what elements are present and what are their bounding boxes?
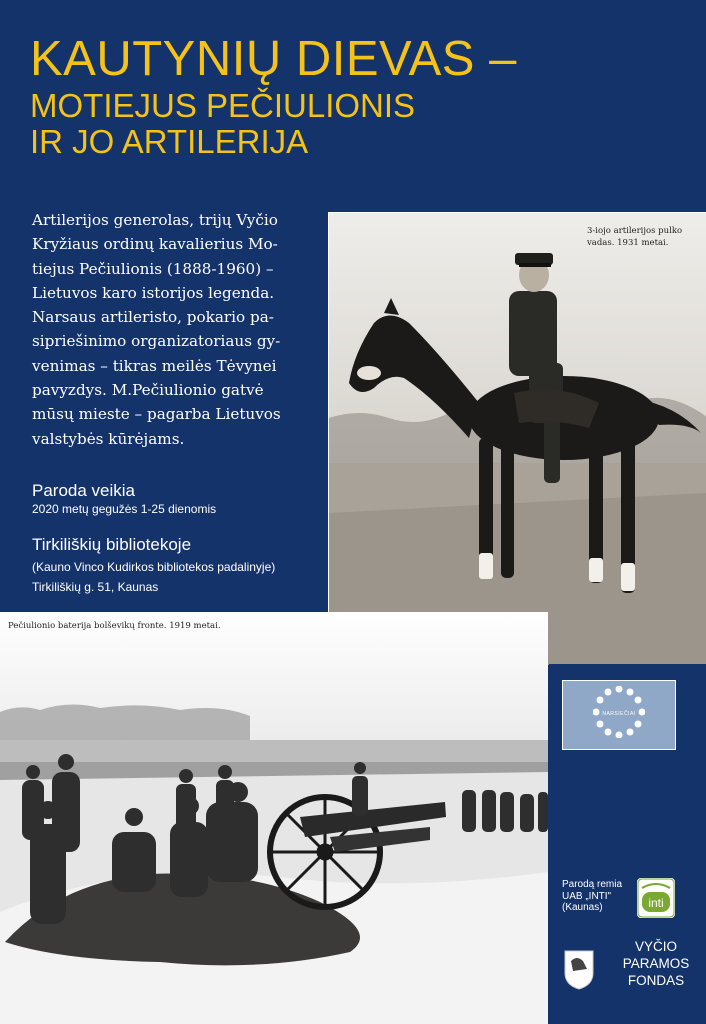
- officer-horse-image: [329, 213, 706, 665]
- exhibition-dates: 2020 metų gegužės 1-25 dienomis: [32, 502, 217, 516]
- venue-heading: Tirkiliškių bibliotekoje: [32, 535, 192, 554]
- fund-line: VYČIO: [634, 939, 677, 954]
- venue-info: [32, 535, 275, 596]
- inti-logo-text: inti: [648, 896, 664, 910]
- vycio-seal-icon: [563, 947, 595, 991]
- artillery-battery-photo: [0, 612, 548, 1024]
- narsieciai-label: NARSIEČIAI: [602, 711, 636, 717]
- sponsor-panel: [549, 664, 706, 1024]
- intro-line: Artilerijos generolas, trijų Vyčio: [32, 211, 278, 229]
- exhibition-info: [32, 481, 216, 518]
- fund-line: PARAMOS: [622, 956, 690, 971]
- intro-line: Narsaus artileristo, pokario pa-: [32, 308, 274, 327]
- intro-line: valstybės kūrėjams.: [32, 429, 185, 448]
- title-line-2: MOTIEJUS PEČIULIONIS: [30, 87, 416, 124]
- sponsor-line: UAB „INTI": [562, 890, 612, 902]
- inti-logo: [637, 878, 675, 918]
- sponsor-line: (Kaunas): [562, 902, 603, 913]
- intro-line: Lietuvos karo istorijos legenda.: [32, 283, 275, 302]
- intro-line: tiejus Pečiulionis (1888-1960) –: [32, 259, 274, 278]
- intro-line: venimas – tikras meilės Tėvynei: [32, 356, 277, 375]
- title-line-3: IR JO ARTILERIJA: [30, 123, 309, 160]
- fund-name: [613, 938, 699, 989]
- inti-logo-mark: [637, 878, 675, 918]
- sponsor-text: [562, 879, 622, 914]
- officer-horse-photo: [328, 212, 706, 665]
- intro-line: pavyzdys. M.Pečiulionio gatvė: [32, 381, 264, 400]
- venue-address: Tirkiliškių g. 51, Kaunas: [32, 580, 159, 594]
- intro-line: sipriešinimo organizatoriaus gy-: [32, 332, 281, 351]
- intro-paragraph: [32, 208, 312, 451]
- photo2-caption: Pečiulionio baterija bolševikų fronte. 1919 metai.: [8, 621, 221, 631]
- poster-title: [30, 30, 517, 160]
- exhibition-heading: Paroda veikia: [32, 481, 136, 500]
- narsieciai-logo: [562, 680, 676, 750]
- artillery-battery-image: [0, 612, 548, 1024]
- venue-note: (Kauno Vinco Kudirkos bibliotekos padalinyje): [32, 560, 276, 574]
- photo1-caption-line1: 3-iojo artilerijos pulko: [587, 226, 683, 236]
- sponsor-line: Parodą remia: [562, 879, 623, 890]
- fund-line: FONDAS: [627, 973, 685, 988]
- intro-line: Kryžiaus ordinų kavalierius Mo-: [32, 235, 278, 254]
- title-line-1: KAUTYNIŲ DIEVAS –: [30, 32, 517, 86]
- intro-line: mūsų mieste – pagarba Lietuvos: [32, 405, 281, 424]
- photo1-caption-line2: vadas. 1931 metai.: [587, 238, 669, 248]
